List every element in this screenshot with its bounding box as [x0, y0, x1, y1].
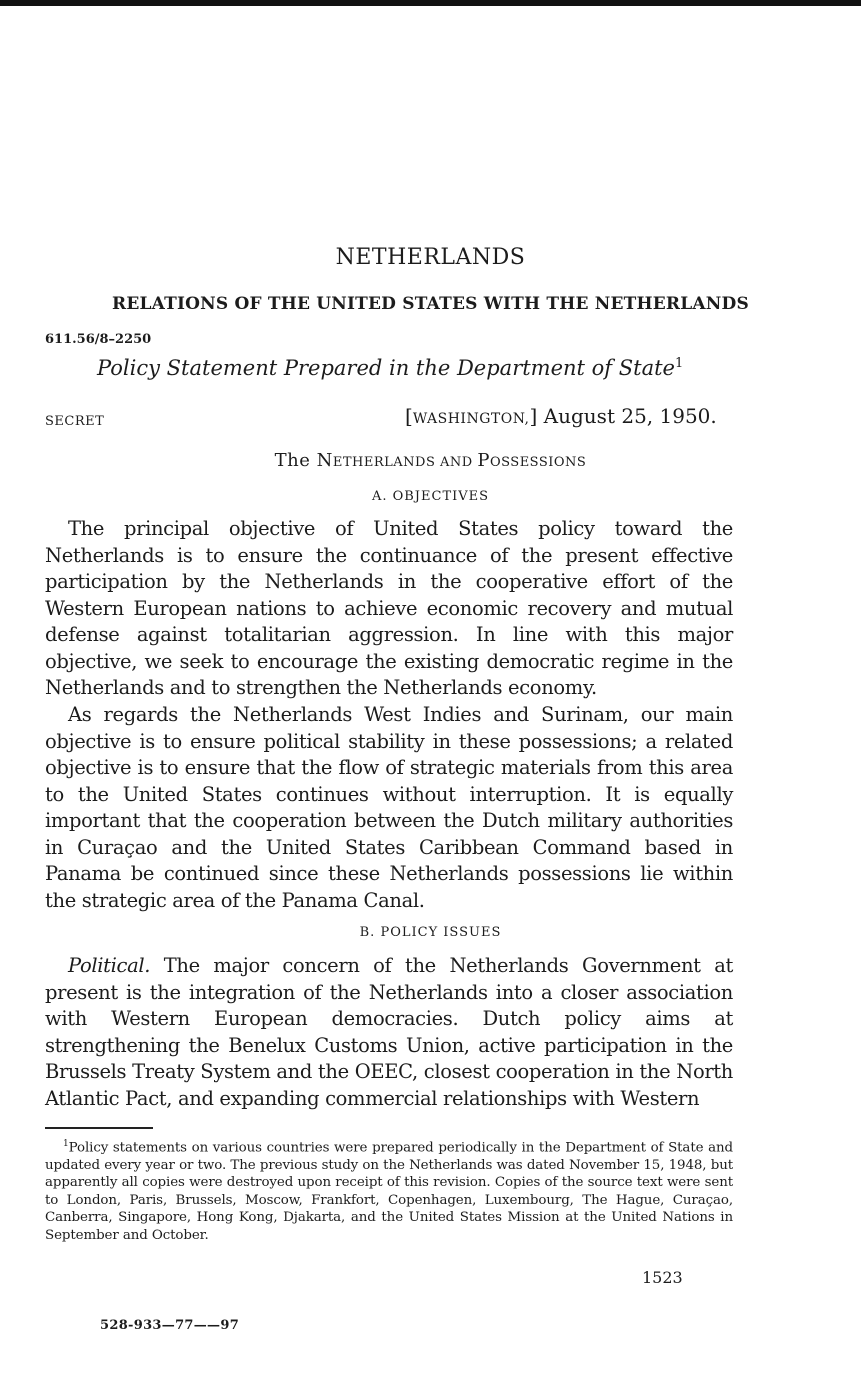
- footnote-marker: 1: [63, 1139, 69, 1149]
- footnote-text: Policy statements on various countries were prepared periodically in the Department of State and updated every year or two. The previous study on the Netherlands was dated November 15, 1948, but apparently all copies were destroyed upon receipt of this revision. Copies of the source text were sent to London, Paris, Brussels, Moscow, Frankfort, Copenhagen, Luxembourg, The Hague, Curaçao, Canberra, Singapore, Hong Kong, Djakarta, and the United States Mission at the United Nations in September and October.: [45, 1140, 733, 1243]
- dateline-place: WASHINGTON,: [412, 411, 530, 427]
- file-number: 611.56/8–2250: [45, 332, 152, 347]
- footnote: [45, 1136, 733, 1244]
- political-text: The major concern of the Netherlands Government at present is the integration of the Netherlands into a closer association with Western European democracies. Dutch policy aims at strengthening the Benelux Customs Union, active participation in the Brussels Treaty System and the OEEC, closest cooperation in the North Atlantic Pact, and expanding commercial relationships with Western: [45, 954, 733, 1110]
- statement-title-text: Policy Statement Prepared in the Department of State: [97, 356, 675, 380]
- relations-heading: RELATIONS OF THE UNITED STATES WITH THE NETHERLANDS: [112, 294, 749, 314]
- page-number: 1523: [642, 1268, 683, 1287]
- footnote-divider: [45, 1127, 153, 1129]
- subsection-objectives: A. OBJECTIVES: [371, 489, 490, 504]
- classification-label: SECRET: [45, 414, 105, 429]
- political-paragraph: [45, 953, 733, 1112]
- section-title-n-rest: ETHERLANDS AND: [332, 455, 478, 470]
- dateline: [405, 404, 717, 428]
- subsection-policy-issues: B. POLICY ISSUES: [359, 925, 502, 940]
- dateline-bracket-open: [: [405, 404, 413, 428]
- objectives-paragraph-1: The principal objective of United States policy toward the Netherlands is to ensure the continuance of the present effective participation by the Netherlands in the cooperative effort of the Western European nations to achieve economic recovery and mutual defense against totalitarian aggression. In line with this major objective, we seek to encourage the existing democratic regime in the Netherlands and to strengthen the Netherlands economy.: [45, 517, 733, 699]
- political-lead: Political.: [68, 954, 151, 977]
- section-title-n: N: [316, 450, 333, 471]
- section-title-p: P: [477, 450, 490, 471]
- statement-title: [97, 356, 683, 380]
- dateline-bracket-close: ]: [529, 404, 538, 428]
- section-title-the: The: [274, 450, 317, 471]
- objectives-paragraph-2: As regards the Netherlands West Indies and Surinam, our main objective is to ensure political stability in these possessions; a related objective is to ensure that the flow of strategic materials from this area to the United States continues without interruption. It is equally important that the cooperation between the Dutch military authorities in Curaçao and the United States Caribbean Command based in Panama be continued since these Netherlands possessions lie within the strategic area of the Panama Canal.: [45, 703, 733, 912]
- footnote-reference: 1: [674, 356, 684, 371]
- page-title: NETHERLANDS: [335, 245, 526, 270]
- dateline-date: August 25, 1950.: [543, 404, 717, 428]
- section-title-p-rest: OSSESSIONS: [489, 455, 587, 470]
- print-code: 528-933—77——97: [100, 1318, 240, 1333]
- section-title: [0, 450, 861, 471]
